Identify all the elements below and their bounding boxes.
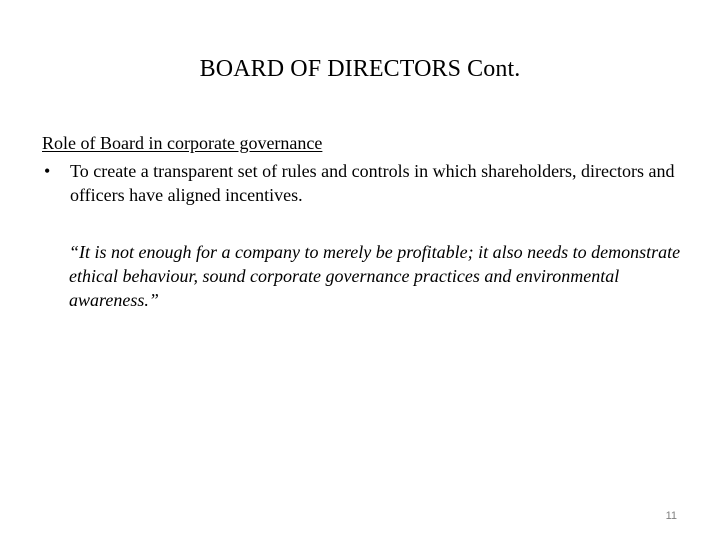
- section-subheading: Role of Board in corporate governance: [42, 133, 323, 153]
- bullet-item: [44, 159, 684, 207]
- page-number: 11: [665, 510, 677, 522]
- slide-title: BOARD OF DIRECTORS Cont.: [199, 56, 521, 82]
- bullet-icon: •: [44, 161, 51, 181]
- quote-text: “It is not enough for a company to merely be profitable; it also needs to demonstrate ethical behaviour, sound corporate governance practices and environmental awareness.”: [69, 242, 681, 310]
- bullet-text: To create a transparent set of rules and controls in which shareholders, directors and officers have aligned incentives.: [70, 161, 675, 205]
